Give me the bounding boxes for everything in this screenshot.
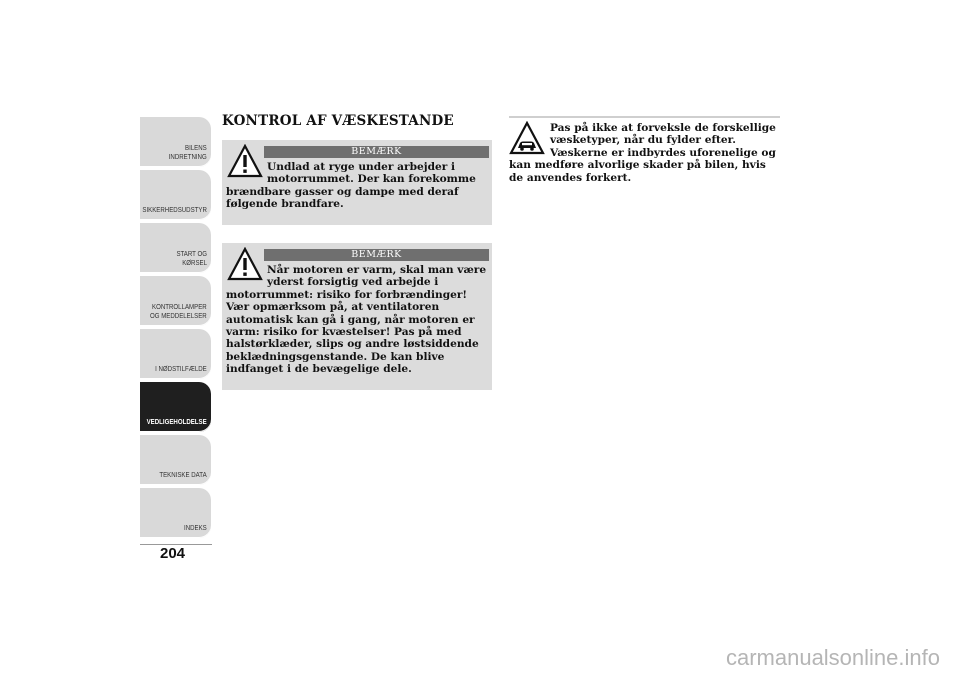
notice-text-continued: brændbare gasser og dampe med deraf følgende brandfare.	[226, 185, 459, 211]
tab-tekniske-data[interactable]	[140, 435, 211, 485]
tip-text-indented: Pas på ikke at forveksle de forskellige væsketyper, når du fylder efter. Væskerne er indbyrdes uforenelige og	[550, 122, 776, 159]
notice-text-continued: motorrummet: risiko for forbrændinger! Vær opmærksom på, at ventilatoren automatisk kan gå i gang, når motoren er varm: risiko for kvæstelser! Pas på med halstørklæder, slips og andre løstsiddende beklædningsgenstande. De kan blive indfanget i de bevægelige dele.	[226, 288, 479, 376]
tab-label: KONTROLLAMPER OG MEDDELELSER	[150, 302, 207, 320]
warning-notice-smoking	[222, 140, 492, 225]
tab-i-nodstilfaelde[interactable]	[140, 329, 211, 379]
tab-label: I NØDSTILFÆLDE	[155, 364, 207, 373]
tip-text	[509, 122, 780, 184]
section-title: KONTROL AF VÆSKESTANDE	[222, 113, 454, 129]
tip-text-continued: kan medføre alvorlige skader på bilen, hvis de anvendes forkert.	[509, 159, 766, 184]
tab-indeks[interactable]	[140, 488, 211, 538]
notice-text	[226, 161, 488, 211]
tab-sikkerhedsudstyr[interactable]	[140, 170, 211, 220]
notice-label: BEMÆRK	[264, 249, 489, 261]
tab-label: START OG KØRSEL	[176, 249, 207, 267]
notice-text-indented: Undlad at ryge under arbejder i motorrummet. Der kan forekomme	[267, 161, 476, 186]
tip-rule	[509, 116, 780, 118]
page-number: 204	[160, 545, 186, 562]
notice-label: BEMÆRK	[264, 146, 489, 158]
tab-label: SIKKERHEDSUDSTYR	[142, 205, 207, 214]
tab-vedligeholdelse[interactable]	[140, 382, 211, 432]
tab-label: VEDLIGEHOLDELSE	[146, 417, 207, 426]
tab-bilens-indretning[interactable]	[140, 117, 211, 167]
tab-label: INDEKS	[184, 523, 207, 532]
notice-text	[226, 264, 488, 376]
tab-start-og-korsel[interactable]	[140, 223, 211, 273]
warning-notice-hot-engine	[222, 243, 492, 390]
tab-label: TEKNISKE DATA	[159, 470, 207, 479]
watermark: carmanualsonline.info	[725, 645, 940, 670]
tab-kontrollamper[interactable]	[140, 276, 211, 326]
notice-text-indented: Når motoren er varm, skal man være yderst forsigtig ved arbejde i	[267, 264, 487, 289]
tab-label: BILENS INDRETNING	[168, 143, 207, 161]
